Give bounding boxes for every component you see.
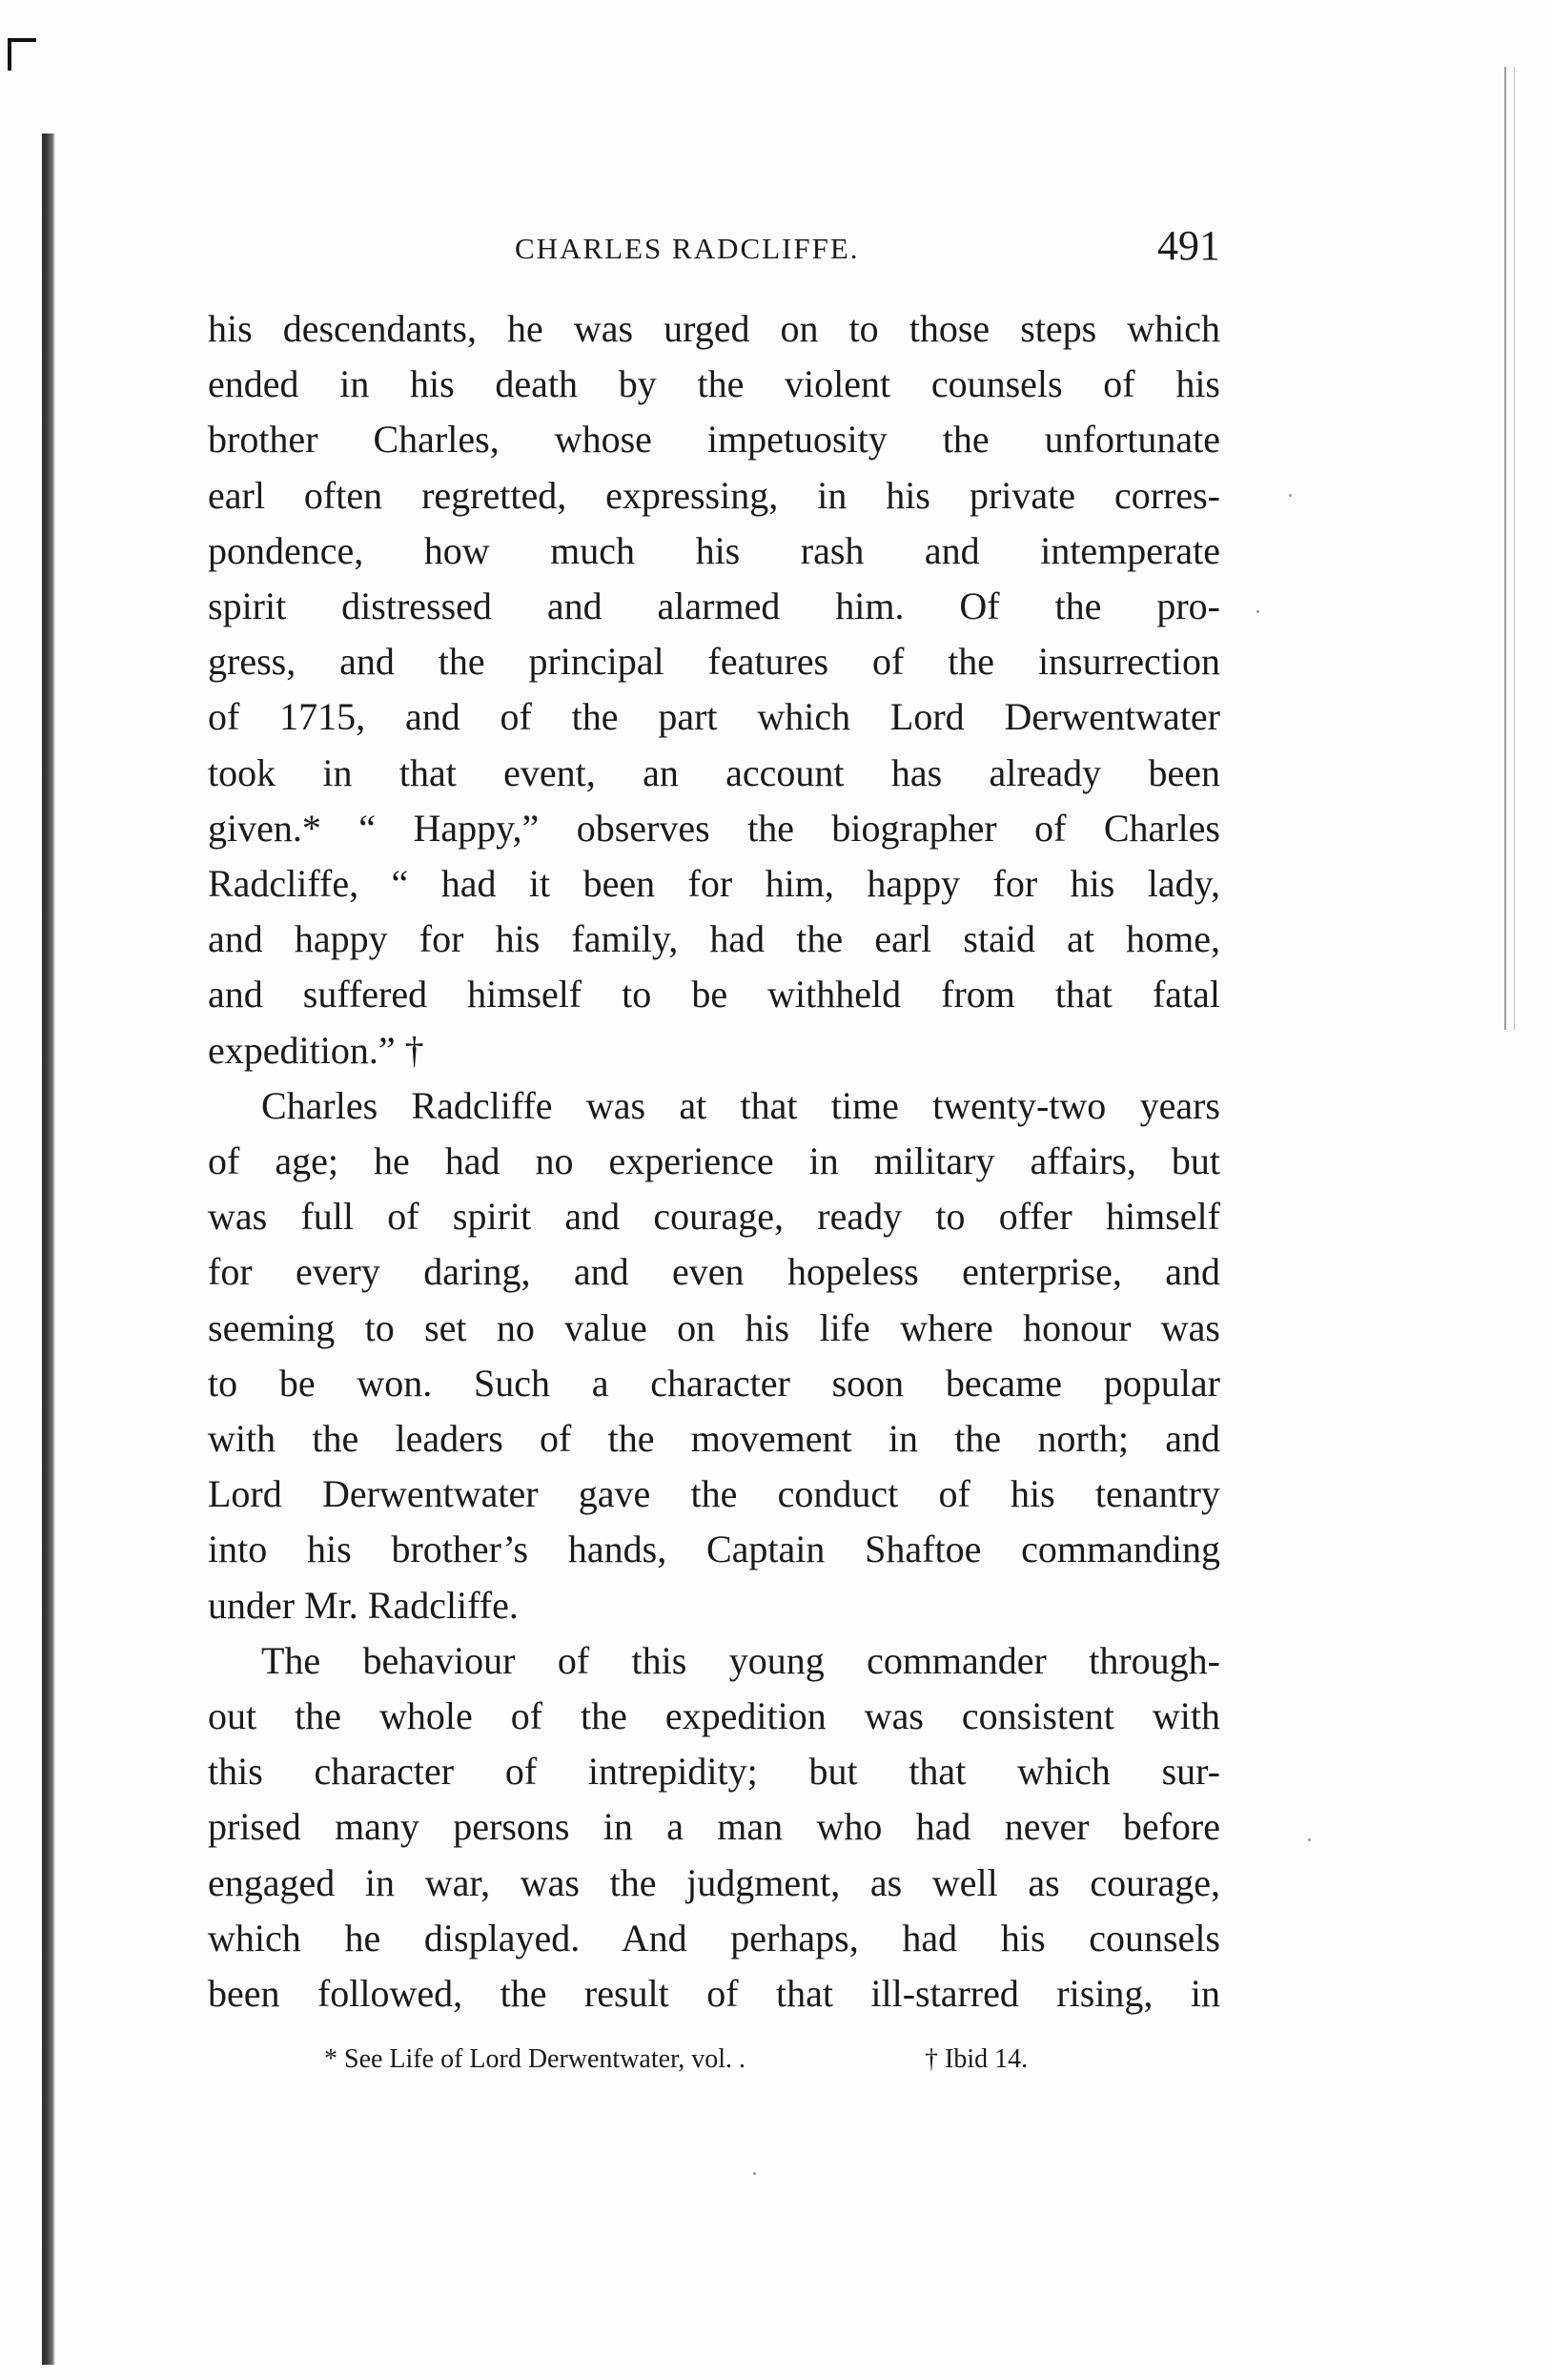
paper-speck [753,2172,756,2175]
text-line: gress, and the principal features of the insurrection [208,640,1220,684]
text-line: Lord Derwentwater gave the conduct of his tenantry [208,1472,1220,1516]
text-line: pondence, how much his rash and intemperate [208,528,1220,572]
text-line: was full of spirit and courage, ready to offer himself [208,1195,1220,1239]
text-line: to be won. Such a character soon became popular [208,1361,1220,1405]
binding-shadow [42,133,55,2365]
paper-speck [1256,610,1259,613]
text-line: Radcliffe, “ had it been for him, happy for his lady, [208,862,1220,906]
body-text [208,301,1220,2021]
text-line: and suffered himself to be withheld from that fatal [208,973,1220,1016]
paragraph-3 [208,1633,1220,2021]
text-line: prised many persons in a man who had never before [208,1805,1220,1849]
paragraph-1 [208,301,1220,1078]
page-number: 491 [1157,222,1220,269]
text-line: and happy for his family, had the earl staid at home, [208,917,1220,961]
page-edge-shadow [1504,67,1515,1030]
text-line: into his brother’s hands, Captain Shaftoe commanding [208,1528,1220,1571]
footnote-derwentwater: * See Life of Lord Derwentwater, vol. . [324,2044,746,2074]
paper-speck [1308,1838,1311,1841]
paper-speck [1289,494,1292,497]
text-line: under Mr. Radcliffe. [208,1583,519,1627]
text-line: Charles Radcliffe was at that time twenty-two years [261,1083,1220,1127]
text-line: engaged in war, was the judgment, as well as courage, [208,1860,1220,1904]
text-line: out the whole of the expedition was consistent with [208,1694,1220,1738]
text-line: spirit distressed and alarmed him. Of the pro- [208,585,1220,628]
text-line: expedition.” † [208,1028,424,1072]
paragraph-2 [208,1078,1220,1633]
running-title: CHARLES RADCLIFFE. [515,232,860,265]
footnote-ibid: † Ibid 14. [925,2044,1029,2074]
text-line: given.* “ Happy,” observes the biographer of Charles [208,806,1220,850]
page-corner-mark [8,38,36,71]
text-line: of 1715, and of the part which Lord Derwentwater [208,695,1220,739]
text-line: been followed, the result of that ill-starred rising, in [208,1972,1220,2016]
text-line: his descendants, he was urged on to those steps which [208,307,1220,350]
text-line: earl often regretted, expressing, in his private corres- [208,473,1220,517]
text-line: of age; he had no experience in military affairs, but [208,1139,1220,1183]
footnotes [324,2041,1220,2079]
text-line: for every daring, and even hopeless enterprise, and [208,1250,1220,1294]
text-line: The behaviour of this young commander through- [261,1638,1220,1682]
running-head [210,222,1220,282]
text-line: seeming to set no value on his life where honour was [208,1305,1220,1349]
text-line: brother Charles, whose impetuosity the unfortunate [208,418,1220,462]
text-line: ended in his death by the violent counsels of his [208,362,1220,406]
text-line: which he displayed. And perhaps, had his counsels [208,1916,1220,1959]
text-line: this character of intrepidity; but that which sur- [208,1750,1220,1794]
text-line: took in that event, an account has already been [208,750,1220,794]
text-line: with the leaders of the movement in the north; and [208,1417,1220,1461]
